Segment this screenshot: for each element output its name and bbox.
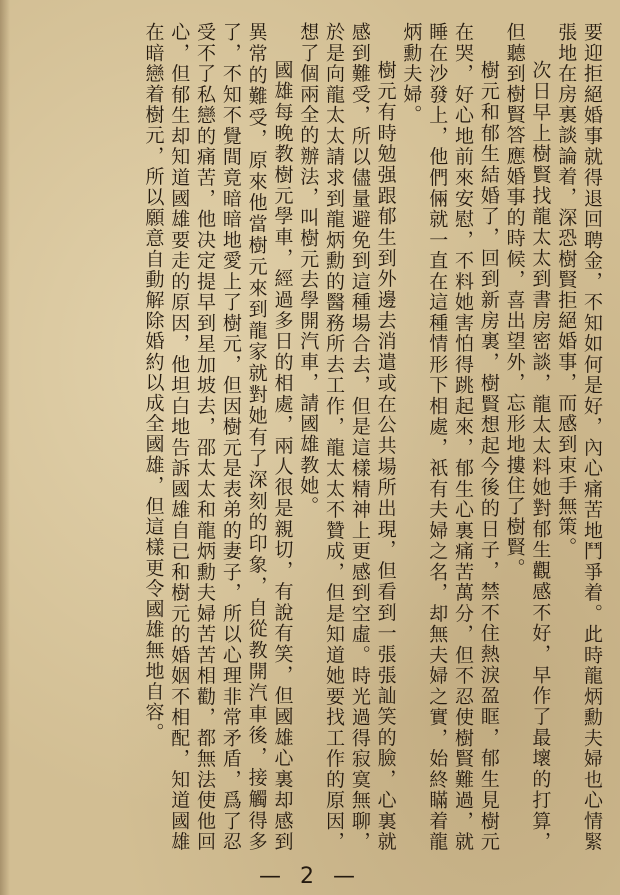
- paragraph-1: 要迎拒絕婚事就得退回聘金，不知如何是好，內心痛苦地鬥爭着。此時龍炳勳夫婦也心情緊張地在房裏談論着，深恐樹賢拒絕婚事，而感到束手無策。: [555, 22, 603, 852]
- paragraph-5: 國雄每晚教樹元學車，經過多日的相處，兩人很是親切，有說有笑，但國雄心裏却感到異常的難受，原來他當樹元來到龍家就對她有了深刻的印象，自從教開汽車後，接觸得多了，不知不覺間竟暗暗地愛上了樹元，但因樹元是表弟的妻子，所以心理非常矛盾，爲了忍受不了私戀的痛苦，他决定提早到星加坡去，邵太太和龍炳勳夫婦苦苦相勸，都無法使他回心，但郁生却知道國雄要走的原因，他坦白地告訴國雄自已和樹元的婚姻不相配，知道國雄在暗戀着樹元，所以願意自動解除婚約以成全國雄，但這樣更令國雄無地自容。: [142, 22, 294, 852]
- vertical-text-block: [140, 22, 604, 852]
- paragraph-4: 樹元有時勉强跟郁生到外邊去消遣或在公共場所出現，但看到一張張訕笑的臉，心裏就感到難受，所以儘量避免到這種場合去，但是這樣精神上更感到空虛。時光過得寂寞無聊，於是向龍太太請求到龍炳勳的醫務所去工作，龍太太不贊成，但是知道她要找工作的原因，想了個兩全的辦法，叫樹元去學開汽車，請國雄教她。: [297, 22, 397, 852]
- page-edge-shadow: [0, 0, 10, 895]
- paragraph-3: 樹元和郁生結婚了，回到新房裏，樹賢想起今後的日子，禁不住熱淚盈眶，郁生見樹元在哭，好心地前來安慰，不料她害怕得跳起來，郁生心裏痛苦萬分，但不忍使樹賢難過，就睡在沙發上，他們倆就一直在這種情形下相處，祇有夫婦之名，却無夫婦之實，始終瞞着龍炳勳夫婦。: [400, 22, 500, 852]
- paragraph-2: 次日早上樹賢找龍太太到書房密談，龍太太料她對郁生觀感不好，早作了最壞的打算，但聽到樹賢答應婚事的時候，喜出望外，忘形地摟住了樹賢。: [503, 22, 552, 852]
- page-number: — 2 —: [259, 864, 361, 889]
